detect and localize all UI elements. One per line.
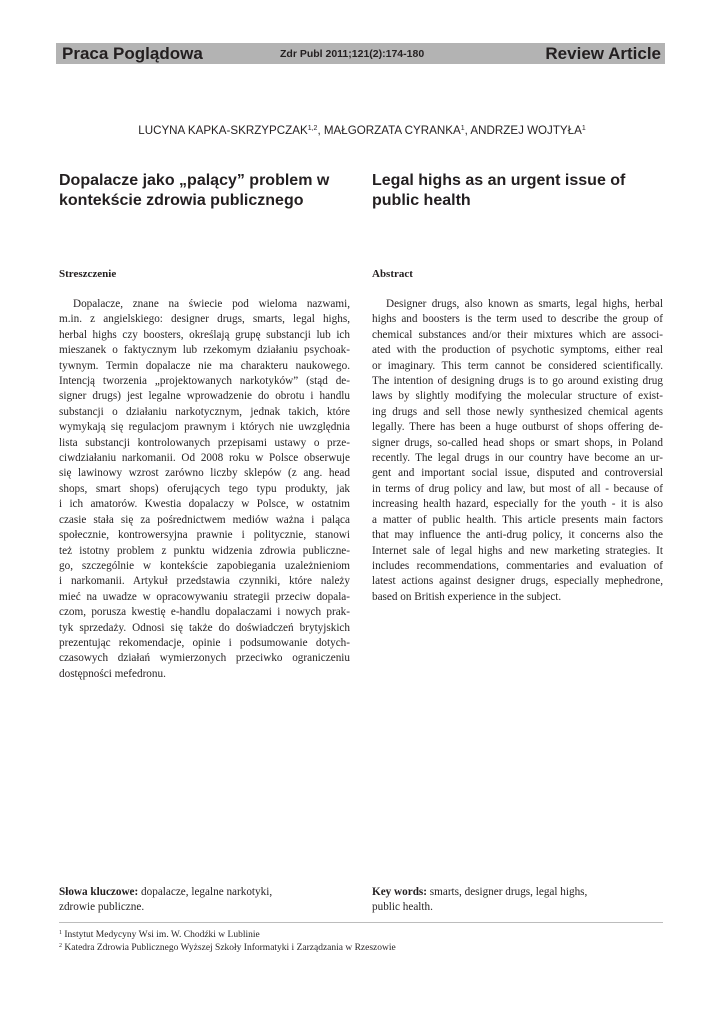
abstract-line: czasie stała się za pośrednictwem mediów ważna i paląca xyxy=(59,513,350,526)
abstract-line: signer drugs, so-called head shops or smart shops, in Poland xyxy=(372,436,663,449)
author-separator: , xyxy=(464,124,471,137)
abstract-line: a matter of public health. This article presents main factors xyxy=(372,513,663,526)
author-separator: , xyxy=(317,124,324,137)
abstract-line: dostępności mefedronu. xyxy=(59,667,166,680)
abstract-line: in terms of drug policy and law, but most of all - because of xyxy=(372,482,663,495)
abstract-line: shops, smart shops) oferujących tego typu produkty, jak xyxy=(59,482,350,495)
keywords-text: dopalacze, legalne narkotyki, xyxy=(138,886,273,898)
article-category-pl: Praca Poglądowa xyxy=(62,44,203,63)
author-name: MAŁGORZATA CYRANKA xyxy=(323,124,461,137)
footnote xyxy=(59,929,260,941)
footnote-number: 1 xyxy=(59,930,62,936)
abstract-line: highs and boosters is the term used to describe the group of xyxy=(372,313,663,326)
abstract-line: społecznie, kontrowersyjna prawnie i politycznie, stanowi xyxy=(59,529,350,542)
abstract-heading-pl: Streszczenie xyxy=(59,268,117,280)
abstract-line: latest actions against designer drugs, especially mephedrone, xyxy=(372,575,663,588)
abstract-line: laws by slightly modifying the molecular structure of exist- xyxy=(372,390,663,403)
keywords-en xyxy=(372,885,662,916)
author-affiliation: 1 xyxy=(581,125,586,132)
author-list xyxy=(0,124,724,137)
abstract-line: się lawinowy wzrost zarówno liczby sklepów (z ang. head xyxy=(59,467,350,480)
article-category-en: Review Article xyxy=(545,44,661,63)
title-english: Legal highs as an urgent issue of public health xyxy=(372,172,626,209)
abstract-line: ing drugs and sell those newly synthesized chemical agents xyxy=(372,405,663,418)
keywords-label: Słowa kluczowe: xyxy=(59,886,139,898)
abstract-line: i ich amatorów. Kwestia dopalaczy w Polsce, w ostatnim xyxy=(59,498,350,511)
abstract-line: or imaginary. This term cannot be considered scientifically. xyxy=(372,359,663,372)
author-name: ANDRZEJ WOJTYŁA xyxy=(470,124,582,137)
abstract-line: Intencją tworzenia „projektowanych narkotyków” (stąd de- xyxy=(59,375,350,388)
abstract-line: m.in. z angielskiego: designer drugs, smarts, legal highs, xyxy=(59,313,350,326)
abstract-line: tyk sprzedaży. Odnosi się także do doświadczeń brytyjskich xyxy=(59,621,350,634)
abstract-line: Dopalacze, znane na świecie pod wieloma nazwami, xyxy=(73,298,350,310)
keywords-text: public health. xyxy=(372,901,433,914)
abstract-line: herbal highs czy boosters, określają grupę substancji lub ich xyxy=(59,328,350,341)
abstract-line: ated with the production of psychotic symptoms, either real xyxy=(372,344,663,357)
abstract-line: też istotny problem z punktu widzenia zdrowia publiczne- xyxy=(59,544,350,557)
abstract-line: includes recommendations, commentaries and evaluation of xyxy=(372,559,663,572)
footnote xyxy=(59,942,396,954)
abstract-line: that may influence the anti-drug policy, it concerns also the xyxy=(372,529,663,542)
abstract-heading-en: Abstract xyxy=(372,268,413,280)
abstract-line: recently. The legal drugs in our country have become an ur- xyxy=(372,452,663,465)
journal-header-bar xyxy=(56,43,665,64)
abstract-line: Internet sale of legal highs and new marketing strategies. It xyxy=(372,544,663,557)
abstract-line: Designer drugs, also known as smarts, legal highs, herbal xyxy=(386,298,663,310)
keywords-text: smarts, designer drugs, legal highs, xyxy=(427,886,588,898)
keywords-pl xyxy=(59,885,349,916)
abstract-line: i narkomanii. Artykuł przedstawia czynniki, które należy xyxy=(59,575,350,588)
abstract-line: czasowych działań wymierzonych przeciwko ograniczeniu xyxy=(59,652,350,665)
author-name: LUCYNA KAPKA-SKRZYPCZAK xyxy=(138,124,308,137)
abstract-line: gent and important social issue, disputed and controversial xyxy=(372,467,663,480)
abstract-line: go, szczególnie w kontekście zapobiegania uzależnieniom xyxy=(59,559,350,572)
footnote-text: Instytut Medycyny Wsi im. W. Chodźki w Lublinie xyxy=(64,930,260,940)
footnote-divider xyxy=(59,922,663,923)
footnote-text: Katedra Zdrowia Publicznego Wyższej Szkoły Informatyki i Zarządzania w Rzeszowie xyxy=(64,943,396,953)
author-affiliation: 1 xyxy=(460,125,465,132)
abstract-line: legally. There has been a huge outburst of shops offering de- xyxy=(372,421,663,434)
abstract-line: czom, porusza kwestię e-handlu dopalaczami i nowych prak- xyxy=(59,606,350,619)
abstract-line: chemical substances and/or their mixtures which are associ- xyxy=(372,328,663,341)
abstract-line: mieszanek o faktycznym lub rzekomym działaniu psychoak- xyxy=(59,344,350,357)
abstract-body-en xyxy=(372,297,663,605)
abstract-body-pl xyxy=(59,297,350,682)
abstract-line: prezentując rekomendacje, opinie i podsumowanie dotych- xyxy=(59,636,350,649)
abstract-line: increasing health hazard, especially for the youth - it is also xyxy=(372,498,663,511)
keywords-label: Key words: xyxy=(372,886,427,898)
title-polish: Dopalacze jako „palący” problem w kontekście zdrowia publicznego xyxy=(59,172,330,209)
keywords-text: zdrowie publiczne. xyxy=(59,901,145,914)
abstract-line: mieć na uwadze w opracowywaniu strategii przeciw dopala- xyxy=(59,590,350,603)
author-affiliation: 1,2 xyxy=(307,125,318,132)
abstract-line: substancji o działaniu narkotycznym, jednak takich, które xyxy=(59,405,350,418)
abstract-line: The intention of designing drugs is to go around existing drug xyxy=(372,375,663,388)
abstract-line: ciwdziałaniu narkomanii. Od 2008 roku w Polsce obserwuje xyxy=(59,452,350,465)
abstract-line: lista substancji kontrolowanych przepisami ustawy o prze- xyxy=(59,436,350,449)
abstract-line: tywnym. Termin dopalacze nie ma charakteru naukowego. xyxy=(59,359,350,372)
abstract-line: wymykają się regulacjom prawnym i których nie uwzględnia xyxy=(59,421,350,434)
footnote-number: 2 xyxy=(59,943,62,949)
abstract-line: based on British experience in the subject. xyxy=(372,590,562,603)
abstract-line: signer drugs) jest legalne wprowadzenie do obrotu i handlu xyxy=(59,390,350,403)
journal-citation: Zdr Publ 2011;121(2):174-180 xyxy=(280,48,425,60)
